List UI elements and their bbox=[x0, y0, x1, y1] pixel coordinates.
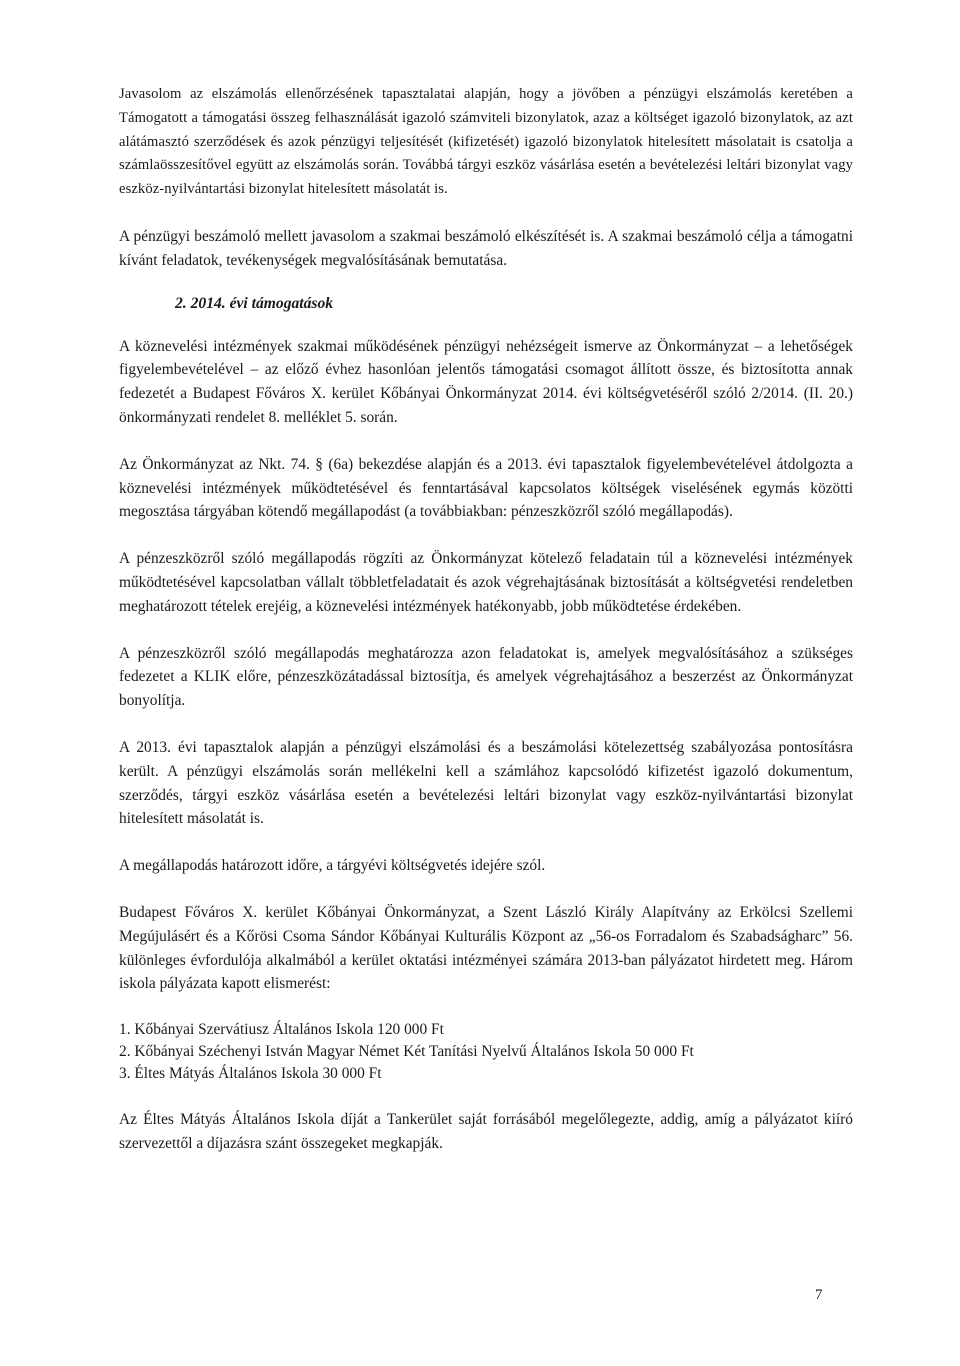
awards-list bbox=[119, 1019, 853, 1085]
paragraph-nkt-agreement: Az Önkormányzat az Nkt. 74. § (6a) bekezdése alapján és a 2013. évi tapasztalok figyelembevételével átdolgozta a köznevelési intézmények működtetésével és fenntartásával kapcsolatos költségek viselésének egymás közötti megosztása tárgyában kötendő megállapodást (a továbbiakban: pénzeszközről szóló megállapodás). bbox=[119, 455, 853, 521]
list-item: 2. Kőbányai Széchenyi István Magyar Német Két Tanítási Nyelvű Általános Iskola 50 000 Ft bbox=[119, 1043, 694, 1061]
paragraph-agreement-duration: A megállapodás határozott időre, a tárgyévi költségvetés idejére szól. bbox=[119, 857, 546, 875]
paragraph-competition: Budapest Főváros X. kerület Kőbányai Önkormányzat, a Szent László Király Alapítvány az Erkölcsi Szellemi Megújulásért és a Kőrösi Csoma Sándor Kőbányai Kulturális Központ az „56-os Forradalom és Szabadságharc” 56. különleges évfordulója alkalmából a kerület oktatási intézményei számára 2013-ban pályázatot hirdetett meg. Három iskola pályázata kapott elismerést: bbox=[119, 903, 853, 993]
paragraph-2013-experience: A 2013. évi tapasztalok alapján a pénzügyi elszámolási és a beszámolási kötelezettség szabályozása pontosításra került. A pénzügyi elszámolás során mellékelni kell a számlához kapcsolódó kifizetést igazoló dokumentum, szerződés, tárgyi eszköz vásárlása esetén a bevételezési leltári bizonylat vagy eszköz-nyilvántartási bizonylat hitelesített másolatát is. bbox=[119, 738, 853, 828]
paragraph-professional-report: A pénzügyi beszámoló mellett javasolom a szakmai beszámoló elkészítését is. A szakmai beszámoló célja a támogatni kívánt feladatok, tevékenységek megvalósításának bemutatása. bbox=[119, 227, 853, 269]
paragraph-agreement-tasks: A pénzeszközről szóló megállapodás meghatározza azon feladatokat is, amelyek megvalósításához a szükséges fedezetet a KLIK előre, pénzeszközátadással biztosítja, és amelyek végrehajtásához a beszerzést az Önkormányzat bonyolítja. bbox=[119, 644, 853, 710]
list-item: 1. Kőbányai Szervátiusz Általános Iskola 120 000 Ft bbox=[119, 1021, 444, 1039]
document-page bbox=[119, 83, 853, 1156]
paragraph-support-package: A köznevelési intézmények szakmai működésének pénzügyi nehézségeit ismerve az Önkormányzat – a lehetőségek figyelembevételével – az előző évhez hasonlóan jelentős támogatási csomagot állított össze, és biztosította annak fedezetét a Budapest Főváros X. kerület Kőbányai Önkormányzat 2014. évi költségvetéséről szóló 2/2014. (II. 20.) önkormányzati rendelet 8. melléklet 5. során. bbox=[119, 337, 853, 426]
paragraph-agreement-obligations: A pénzeszközről szóló megállapodás rögzíti az Önkormányzat kötelező feladatain túl a köznevelési intézmények működtetésével kapcsolatban vállalt többletfeladatait és azok végrehajtásának biztosítását a költségvetési rendeletben meghatározott tételek erejéig, a köznevelési intézmények hatékonyabb, jobb működtetése érdekében. bbox=[119, 550, 853, 615]
paragraph-prize-advance: Az Éltes Mátyás Általános Iskola díját a Tankerület saját forrásából megelőlegezte, addig, amíg a pályázatot kiíró szervezettől a díjazásra szánt összegeket megkapják. bbox=[119, 1111, 853, 1152]
page-number: 7 bbox=[815, 1287, 823, 1303]
section-heading: 2. 2014. évi támogatások bbox=[175, 294, 334, 312]
list-item: 3. Éltes Mátyás Általános Iskola 30 000 Ft bbox=[119, 1065, 382, 1083]
paragraph-accounting-recommendation: Javasolom az elszámolás ellenőrzésének tapasztalatai alapján, hogy a jövőben a pénzügyi elszámolás keretében a Támogatott a támogatási összeg felhasználását igazoló számviteli bizonylatok, azaz a költséget igazoló bizonylatok, az azt alátámasztó szerződések és azok pénzügyi teljesítését (kifizetését) igazoló bizonylatok hitelesített másolatait is csatolja a számlaösszesítővel együtt az elszámolás során. Továbbá tárgyi eszköz vásárlása esetén a bevételezési leltári bizonylat vagy eszköz-nyilvántartási bizonylat hitelesített másolatát is. bbox=[119, 86, 853, 198]
